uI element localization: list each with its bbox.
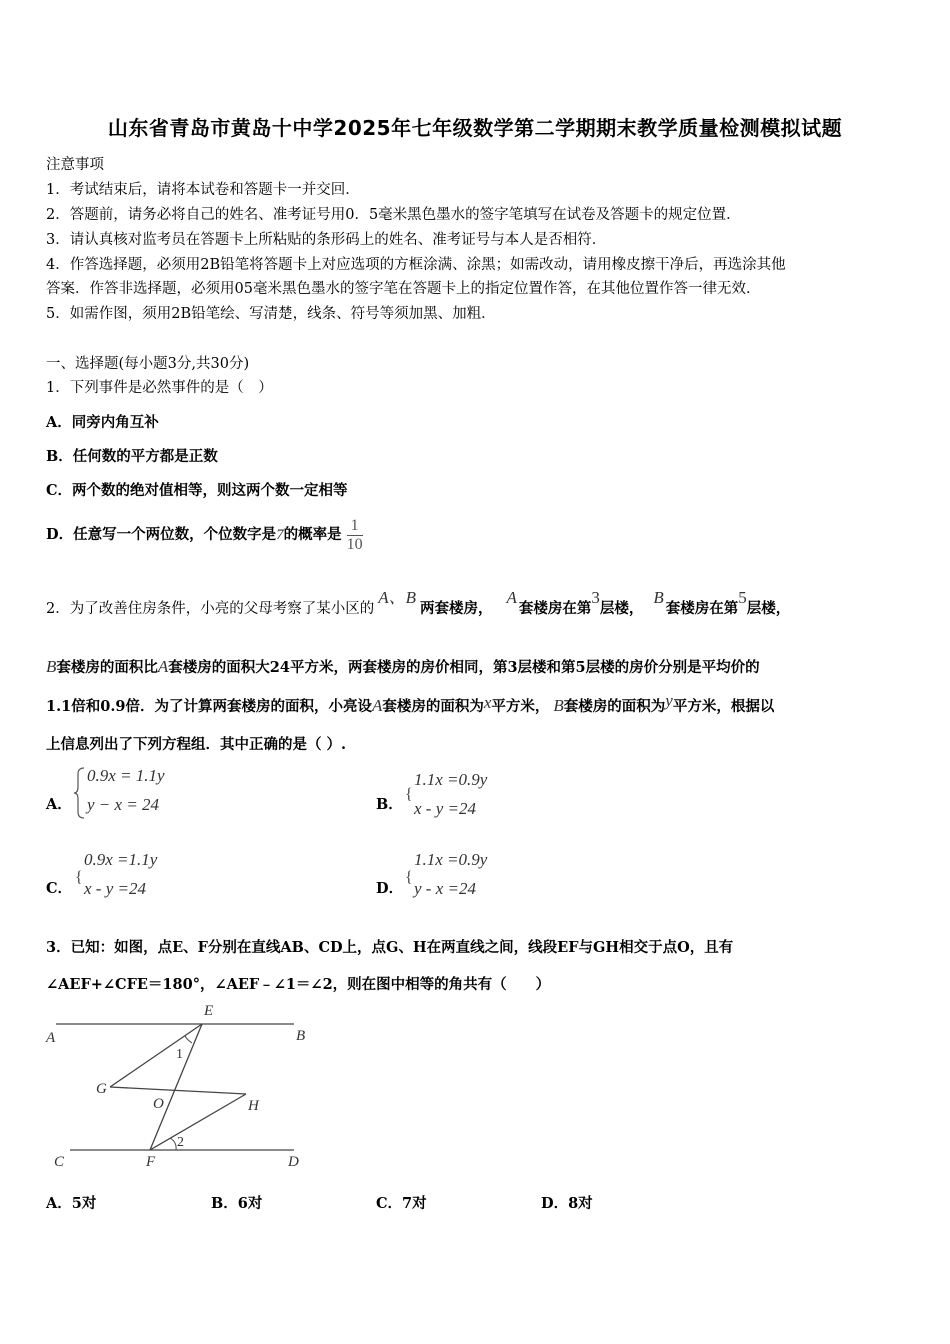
q3-line-1: 3．已知：如图，点E、F分别在直线AB、CD上，点G、H在两直线之间，线段EF与GH相交于点O，且有 — [46, 939, 734, 956]
q1-option-a: A．同旁内角互补 — [46, 414, 159, 431]
segment-hf — [150, 1094, 246, 1150]
segment-eg — [110, 1024, 202, 1087]
q2-b-eq1: 1.1x =0.9y — [414, 770, 488, 789]
page-title: 山东省青岛市黄岛十中学2025年七年级数学第二学期期末教学质量检测模拟试题 — [107, 116, 843, 140]
q2-d-eq1: 1.1x =0.9y — [414, 850, 488, 869]
q2-a-eq1: 0.9x = 1.1y — [87, 766, 165, 785]
q1-option-c: C．两个数的绝对值相等，则这两个数一定相等 — [46, 482, 348, 499]
notice-item: 2．答题前，请务必将自己的姓名、准考证号用0．5毫米黑色墨水的签字笔填写在试卷及答题卡的规定位置． — [46, 207, 741, 223]
q2-option-b-label: B． — [376, 796, 403, 813]
q3-option-d: D．8对 — [541, 1195, 593, 1212]
label-a: A — [46, 1030, 56, 1046]
fraction-denominator: 10 — [346, 535, 363, 553]
q1-d-fraction — [347, 517, 363, 554]
fraction-numerator: 1 — [347, 517, 363, 536]
q2-option-c-label: C． — [46, 880, 73, 897]
q2-line-3: 1.1倍和0.9倍．为了计算两套楼房的面积，小亮设A套楼房的面积为x平方米， B套楼房的面积为y平方米，根据以 — [46, 691, 775, 715]
q2-line-2: B套楼房的面积比A套楼房的面积大24平方米，两套楼房的房价相同，第3层楼和第5层楼的房价分别是平均价的 — [46, 657, 760, 676]
q1-d-mid: 的概率是 — [283, 526, 342, 543]
q1-option-d — [46, 512, 363, 558]
notice-item: 4．作答选择题，必须用2B铅笔将答题卡上对应选项的方框涂满、涂黑；如需改动，请用橡皮擦干净后，再选涂其他 — [46, 257, 786, 273]
label-e: E — [204, 1003, 214, 1019]
q3-option-a: A．5对 — [46, 1195, 97, 1212]
label-d: D — [288, 1154, 299, 1170]
segment-gh — [110, 1087, 246, 1094]
q2-b-eq2: x - y =24 — [414, 799, 476, 818]
segment-ef — [150, 1024, 202, 1150]
label-angle-2: 2 — [177, 1135, 184, 1150]
section-heading: 一、选择题(每小题3分,共30分) — [46, 356, 250, 372]
label-g: G — [96, 1081, 107, 1097]
q2-line-1: 2．为了改善住房条件，小亮的父母考察了某小区的A、B两套楼房，A套楼房在第3层楼，B套楼房在第5层楼， — [46, 588, 791, 617]
brace-icon: { — [405, 869, 413, 886]
q2-option-a-label: A． — [46, 796, 72, 813]
q2-a-eq2: y − x = 24 — [87, 795, 160, 814]
q1-option-b: B．任何数的平方都是正数 — [46, 448, 218, 465]
brace-icon: { — [405, 786, 413, 803]
notice-item: 答案．作答非选择题，必须用05毫米黑色墨水的签字笔在答题卡上的指定位置作答，在其他位置作答一律无效． — [46, 281, 761, 297]
q2-c-eq1: 0.9x =1.1y — [84, 850, 158, 869]
notice-heading: 注意事项 — [46, 157, 104, 173]
notice-item: 1．考试结束后，请将本试卷和答题卡一并交回． — [46, 182, 360, 198]
angle-2-arc — [170, 1138, 176, 1150]
brace-icon — [73, 766, 87, 820]
q2-c-eq2: x - y =24 — [84, 879, 146, 898]
label-c: C — [54, 1154, 65, 1170]
q3-line-2: ∠AEF+∠CFE＝180°，∠AEF﹣∠1＝∠2，则在图中相等的角共有（ ） — [46, 976, 551, 993]
brace-icon: { — [75, 869, 83, 886]
angle-1-arc — [185, 1035, 192, 1043]
q1-d-digit: 7 — [276, 527, 284, 543]
notice-item: 3．请认真核对监考员在答题卡上所粘贴的条形码上的姓名、准考证号与本人是否相符． — [46, 232, 607, 248]
label-h: H — [248, 1098, 259, 1114]
q1-d-pre: D．任意写一个两位数，个位数字是 — [46, 526, 277, 543]
q2-option-d-label: D． — [376, 880, 404, 897]
label-f: F — [146, 1154, 156, 1170]
q3-option-b: B．6对 — [211, 1195, 263, 1212]
q2-line-4: 上信息列出了下列方程组．其中正确的是（ ）. — [46, 736, 347, 753]
q1-stem: 1．下列事件是必然事件的是（ ） — [46, 380, 273, 396]
q3-option-c: C．7对 — [376, 1195, 427, 1212]
label-b: B — [296, 1028, 306, 1044]
label-angle-1: 1 — [176, 1047, 183, 1062]
notice-item: 5．如需作图，须用2B铅笔绘、写清楚，线条、符号等须加黑、加粗． — [46, 306, 496, 322]
geometry-figure — [40, 998, 320, 1178]
label-o: O — [153, 1096, 164, 1112]
q2-d-eq2: y - x =24 — [414, 879, 476, 898]
